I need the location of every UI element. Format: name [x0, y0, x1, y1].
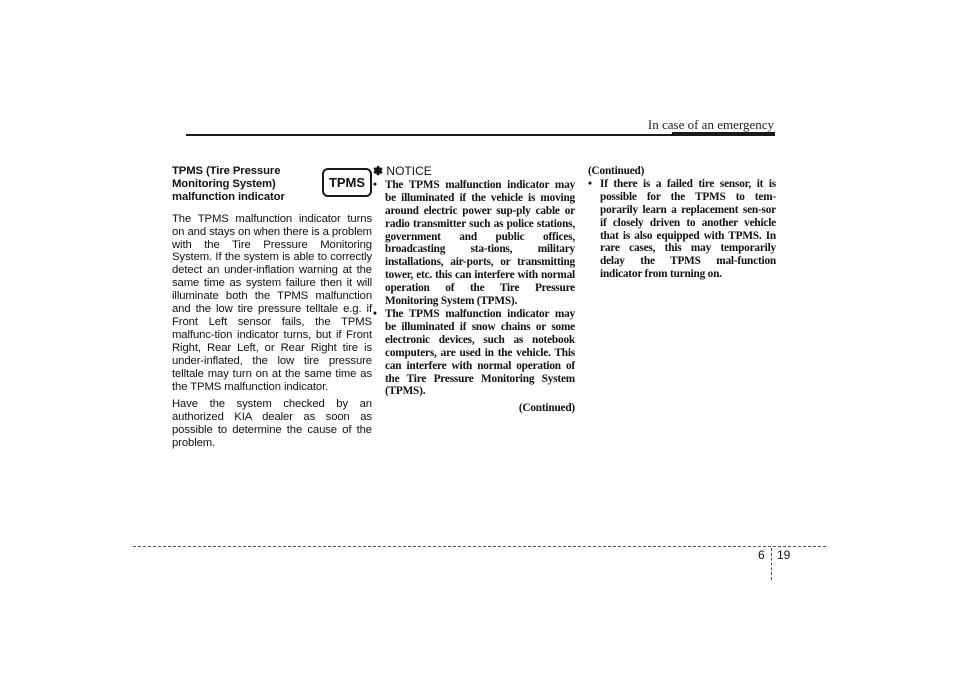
- continued-label: (Continued): [588, 165, 645, 177]
- list-item: • The TPMS malfunction indicator may be illuminated if snow chains or some electronic devices, such as notebook computers, are used in the vehicle. This can interfere with normal operation of the Tire Pressure Monitoring System (TPMS).: [373, 308, 575, 398]
- list-item: • The TPMS malfunction indicator may be illuminated if the vehicle is moving around electric power sup-ply cable or radio transmitter such as police stations, government and public offices, broadcasting sta-tions, military installations, air-ports, or transmitting tower, etc. this can interfere with normal operation of the Tire Pressure Monitoring System (TPMS).: [373, 179, 575, 308]
- page-divider: [771, 548, 772, 580]
- right-list: [588, 178, 776, 281]
- paragraph-1: The TPMS malfunction indicator turns on and stays on when there is a problem with the Tire Pressure Monitoring System. If the system is able to correctly detect an under-inflation warning at the same time as system failure then it will illuminate both the TPMS malfunction and the low tire pressure telltale e.g. if Front Left sensor fails, the TPMS malfunc-tion indicator turns, but if Front Right, Rear Left, or Rear Right tire is under-inflated, the low tire pressure telltale may turn on at the same time as the TPMS malfunction indicator.: [172, 212, 372, 393]
- footer-rule: [133, 546, 826, 547]
- paragraph-2: Have the system checked by an authorized KIA dealer as soon as possible to determine the cause of the problem.: [172, 398, 372, 450]
- list-item: • If there is a failed tire sensor, it is possible for the TPMS to tem-porarily learn a replacement sen-sor if closely driven to another vehicle that is also equipped with TPMS. In rare cases, this may temporarily delay the TPMS mal-function indicator from turning on.: [588, 178, 776, 281]
- header-rule-accent: [672, 132, 775, 136]
- notice-mark-icon: ✽: [373, 164, 384, 178]
- right-column: [588, 165, 776, 281]
- header-title: In case of an emergency: [647, 117, 774, 132]
- tpms-indicator-label: TPMS: [328, 175, 366, 190]
- notice-title: NOTICE: [386, 164, 432, 178]
- page-number: 19: [777, 548, 791, 562]
- notice-heading: [373, 165, 575, 178]
- section-title: TPMS (Tire Pressure Monitoring System) malfunction indicator: [172, 165, 285, 203]
- chapter-number: 6: [758, 548, 765, 562]
- continued-label: (Continued): [518, 402, 575, 415]
- notice-column: [373, 165, 575, 415]
- tpms-indicator-icon: [322, 168, 372, 197]
- left-column: [172, 165, 372, 455]
- notice-list: [373, 179, 575, 398]
